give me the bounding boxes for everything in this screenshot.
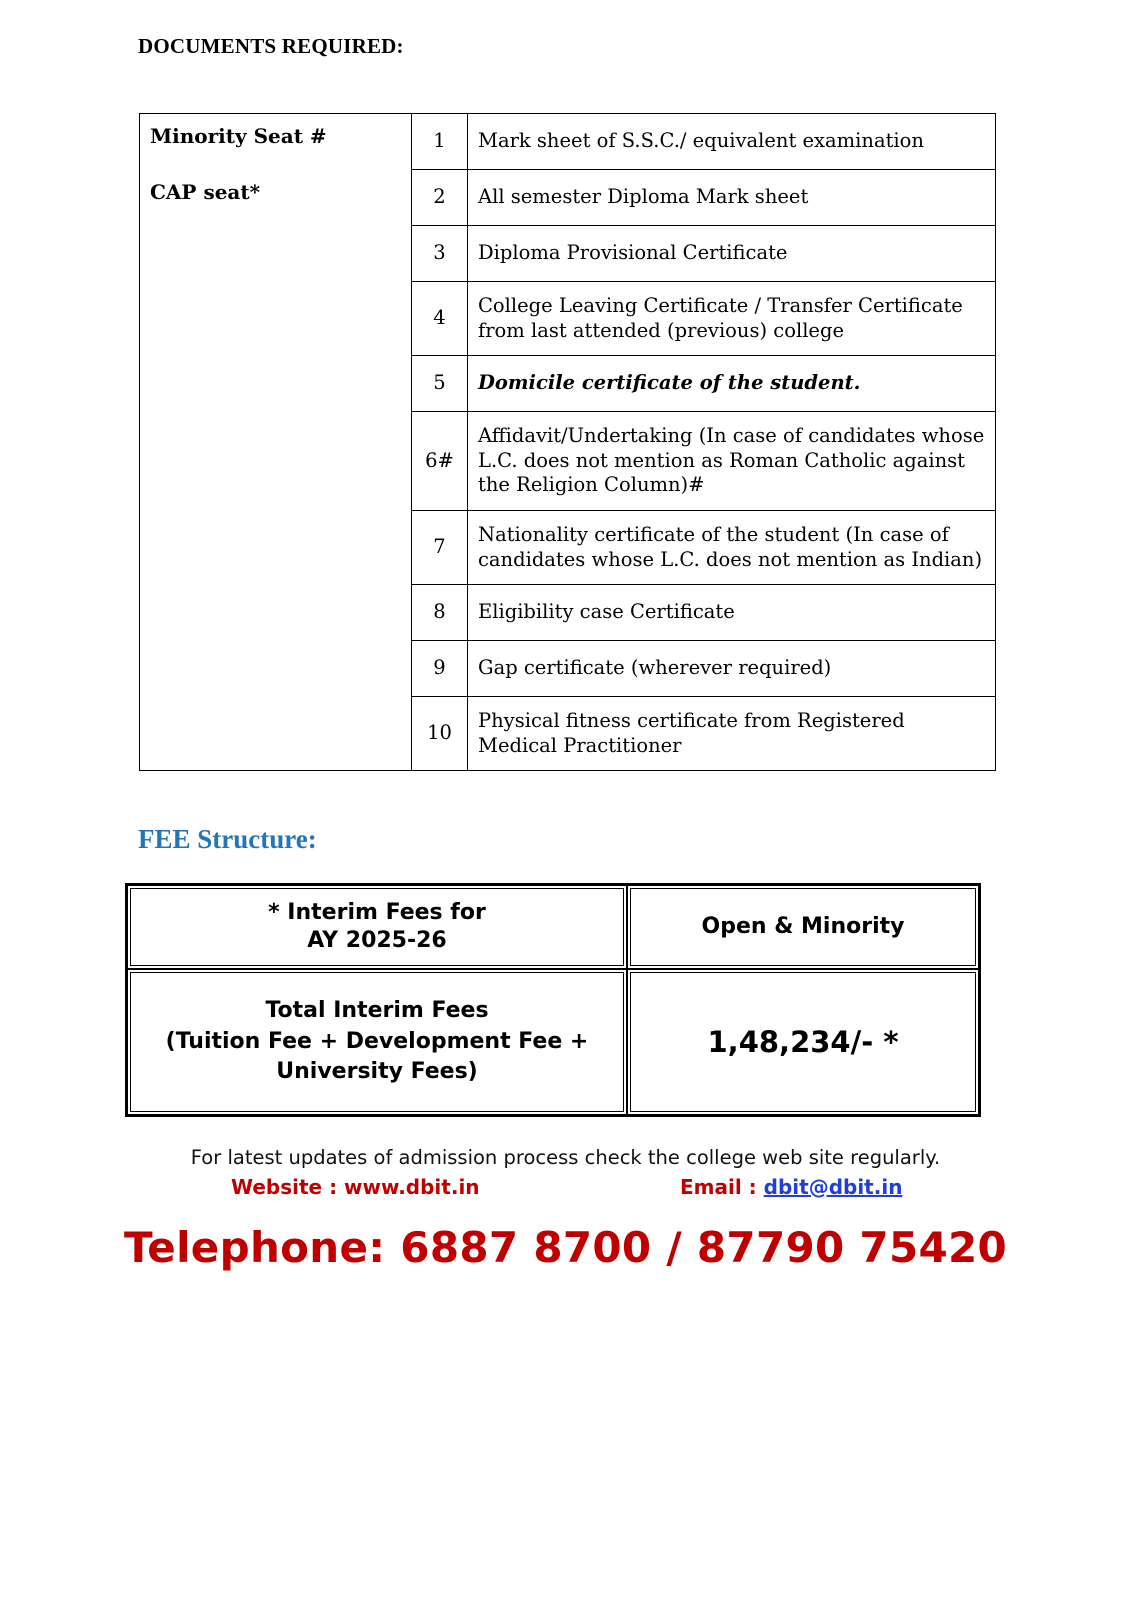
interim-fees-header <box>127 885 627 969</box>
document-description: Affidavit/Undertaking (In case of candidates whose L.C. does not mention as Roman Catholic against the Religion Column)# <box>468 412 996 511</box>
document-description: All semester Diploma Mark sheet <box>468 170 996 226</box>
document-description: Nationality certificate of the student (In case of candidates whose L.C. does not mention as Indian) <box>468 511 996 585</box>
document-description: Gap certificate (wherever required) <box>468 641 996 697</box>
fee-table <box>125 883 981 1117</box>
document-number: 10 <box>412 697 468 771</box>
email-link[interactable]: dbit@dbit.in <box>763 1175 903 1199</box>
telephone-line: Telephone: 6887 8700 / 87790 75420 <box>123 1223 1008 1272</box>
total-interim-fees-label <box>127 969 627 1115</box>
documents-table <box>139 113 996 771</box>
table-row <box>140 114 996 170</box>
total-fees-line: University Fees) <box>276 1059 478 1085</box>
document-description: Diploma Provisional Certificate <box>468 226 996 282</box>
academic-year-label: AY 2025-26 <box>307 928 447 953</box>
document-number: 3 <box>412 226 468 282</box>
updates-note: For latest updates of admission process check the college web site regularly. <box>190 1146 941 1169</box>
total-fees-line: (Tuition Fee + Development Fee + <box>165 1028 589 1054</box>
fee-structure-heading: FEE Structure: <box>138 824 317 854</box>
open-minority-header: Open & Minority <box>627 885 979 969</box>
interim-fees-header-line: * Interim Fees for <box>268 899 486 925</box>
document-description: Domicile certificate of the student. <box>468 356 996 412</box>
document-description: College Leaving Certificate / Transfer Certificate from last attended (previous) college <box>468 282 996 356</box>
website-value: www.dbit.in <box>344 1175 480 1199</box>
document-number: 5 <box>412 356 468 412</box>
total-fees-line: Total Interim Fees <box>265 997 489 1023</box>
document-number: 6# <box>412 412 468 511</box>
fee-total-row <box>127 969 979 1115</box>
document-number: 4 <box>412 282 468 356</box>
document-number: 2 <box>412 170 468 226</box>
document-description: Mark sheet of S.S.C./ equivalent examination <box>468 114 996 170</box>
email-label: Email : <box>680 1175 764 1199</box>
email-contact <box>680 1175 902 1199</box>
document-number: 7 <box>412 511 468 585</box>
cap-seat-label: CAP seat* <box>150 179 261 204</box>
documents-required-heading: DOCUMENTS REQUIRED: <box>138 34 404 58</box>
document-number: 8 <box>412 585 468 641</box>
document-description: Physical fitness certificate from Registered Medical Practitioner <box>468 697 996 771</box>
total-fee-amount: 1,48,234/- * <box>627 969 979 1115</box>
website-label: Website : <box>231 1175 345 1199</box>
seat-category-cell <box>140 114 412 771</box>
fee-header-row <box>127 885 979 969</box>
document-number: 9 <box>412 641 468 697</box>
minority-seat-label: Minority Seat # <box>150 124 327 148</box>
document-number: 1 <box>412 114 468 170</box>
document-description: Eligibility case Certificate <box>468 585 996 641</box>
website-contact <box>231 1175 480 1199</box>
